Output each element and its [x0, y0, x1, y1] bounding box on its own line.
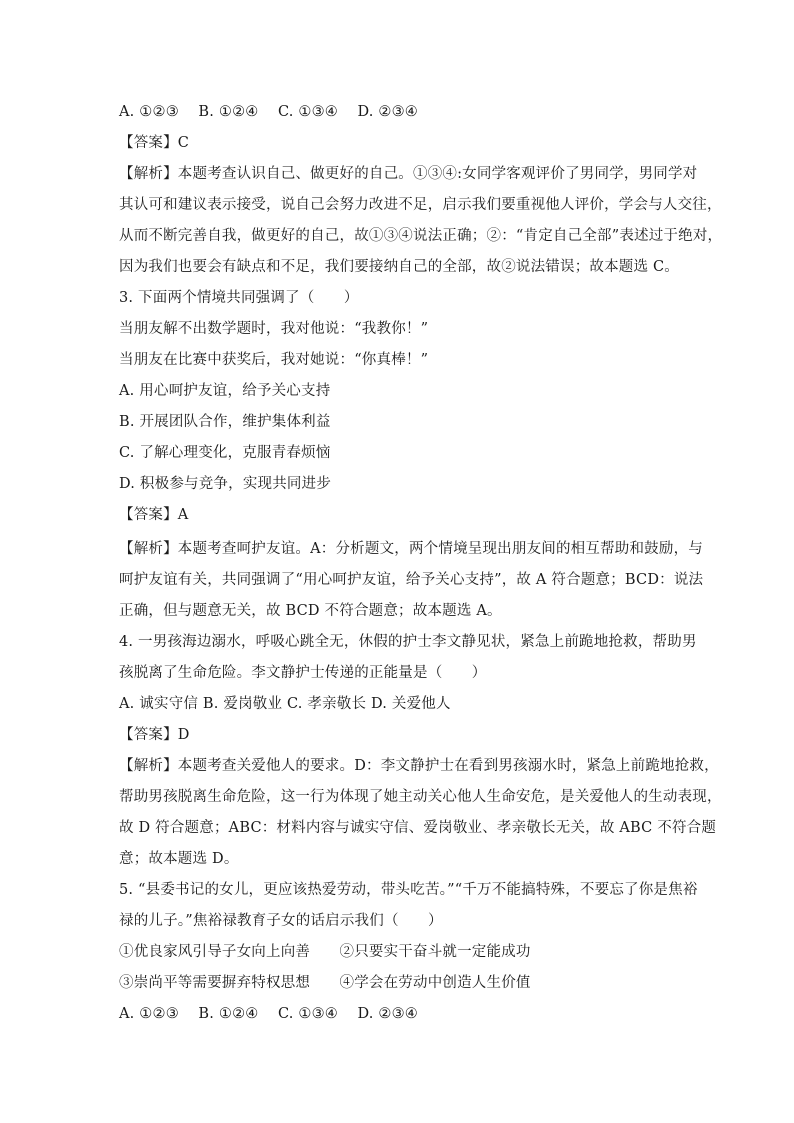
q4-analysis-line-2: 帮助男孩脱离生命危险，这一行为体现了她主动关心他人生命安危，是关爱他人的生动表现， — [119, 789, 722, 805]
q3-stem: 3. 下面两个情境共同强调了（ ） — [119, 290, 359, 306]
q2-analysis-line-1: 【解析】本题考查认识自己、做更好的自己。①③④:女同学客观评价了男同学，男同学对 — [119, 166, 698, 182]
q4-stem-line-2: 孩脱离了生命危险。李文静护士传递的正能量是（ ） — [119, 665, 487, 681]
q5-statements-1-2: ①优良家风引导子女向上向善 ②只要实干奋斗就一定能成功 — [119, 944, 531, 960]
q3-option-d: D. 积极参与竞争，实现共同进步 — [119, 476, 332, 492]
q4-options: A. 诚实守信 B. 爱岗敬业 C. 孝亲敬长 D. 关爱他人 — [119, 696, 451, 712]
q3-option-b: B. 开展团队合作，维护集体利益 — [119, 414, 331, 430]
q2-analysis-line-4: 因为我们也要会有缺点和不足，我们要接纳自己的全部，故②说法错误；故本题选 C。 — [119, 259, 680, 275]
q3-analysis-line-3: 正确，但与题意无关，故 BCD 不符合题意；故本题选 A。 — [119, 603, 502, 619]
q5-statements-3-4: ③崇尚平等需要摒弃特权思想 ④学会在劳动中创造人生价值 — [119, 975, 531, 991]
q2-analysis-line-3: 从而不断完善自我，做更好的自己，故①③④说法正确；②：“肯定自己全部”表述过于绝对， — [119, 228, 723, 244]
q3-option-a: A. 用心呵护友谊，给予关心支持 — [119, 383, 331, 399]
q5-options: A. ①②③ B. ①②④ C. ①③④ D. ②③④ — [119, 1006, 419, 1022]
q4-answer: 【答案】D — [119, 727, 190, 743]
q3-answer: 【答案】A — [119, 507, 189, 523]
q4-analysis-line-1: 【解析】本题考查关爱他人的要求。D：李文静护士在看到男孩溺水时，紧急上前跪地抢救， — [119, 758, 719, 774]
q3-analysis-line-1: 【解析】本题考查呵护友谊。A：分析题文，两个情境呈现出朋友间的相互帮助和鼓励，与 — [119, 541, 703, 557]
q2-options: A. ①②③ B. ①②④ C. ①③④ D. ②③④ — [119, 104, 419, 120]
q4-stem-line-1: 4. 一男孩海边溺水，呼吸心跳全无，休假的护士李文静见状，紧急上前跪地抢救，帮助男 — [119, 634, 697, 650]
q5-stem-line-2: 禄的儿子。”焦裕禄教育子女的话启示我们（ ） — [119, 913, 443, 929]
q2-analysis-line-2: 其认可和建议表示接受，说自己会努力改进不足，启示我们要重视他人评价，学会与人交往， — [119, 197, 722, 213]
q3-option-c: C. 了解心理变化，克服青春烦恼 — [119, 445, 331, 461]
q3-scenario-1: 当朋友解不出数学题时，我对他说：“我教你！” — [119, 321, 429, 337]
q4-analysis-line-4: 意；故本题选 D。 — [119, 851, 239, 867]
q3-scenario-2: 当朋友在比赛中获奖后，我对她说：“你真棒！” — [119, 352, 429, 368]
q2-answer: 【答案】C — [119, 135, 190, 151]
q5-stem-line-1: 5. “县委书记的女儿，更应该热爱劳动，带头吃苦。”“千万不能搞特殊，不要忘了你是焦裕 — [119, 882, 698, 898]
q3-analysis-line-2: 呵护友谊有关，共同强调了“用心呵护友谊，给予关心支持”，故 A 符合题意；BCD：说法 — [119, 572, 704, 588]
q4-analysis-line-3: 故 D 符合题意；ABC：材料内容与诚实守信、爱岗敬业、孝亲敬长无关，故 ABC 不符合题 — [119, 820, 717, 836]
